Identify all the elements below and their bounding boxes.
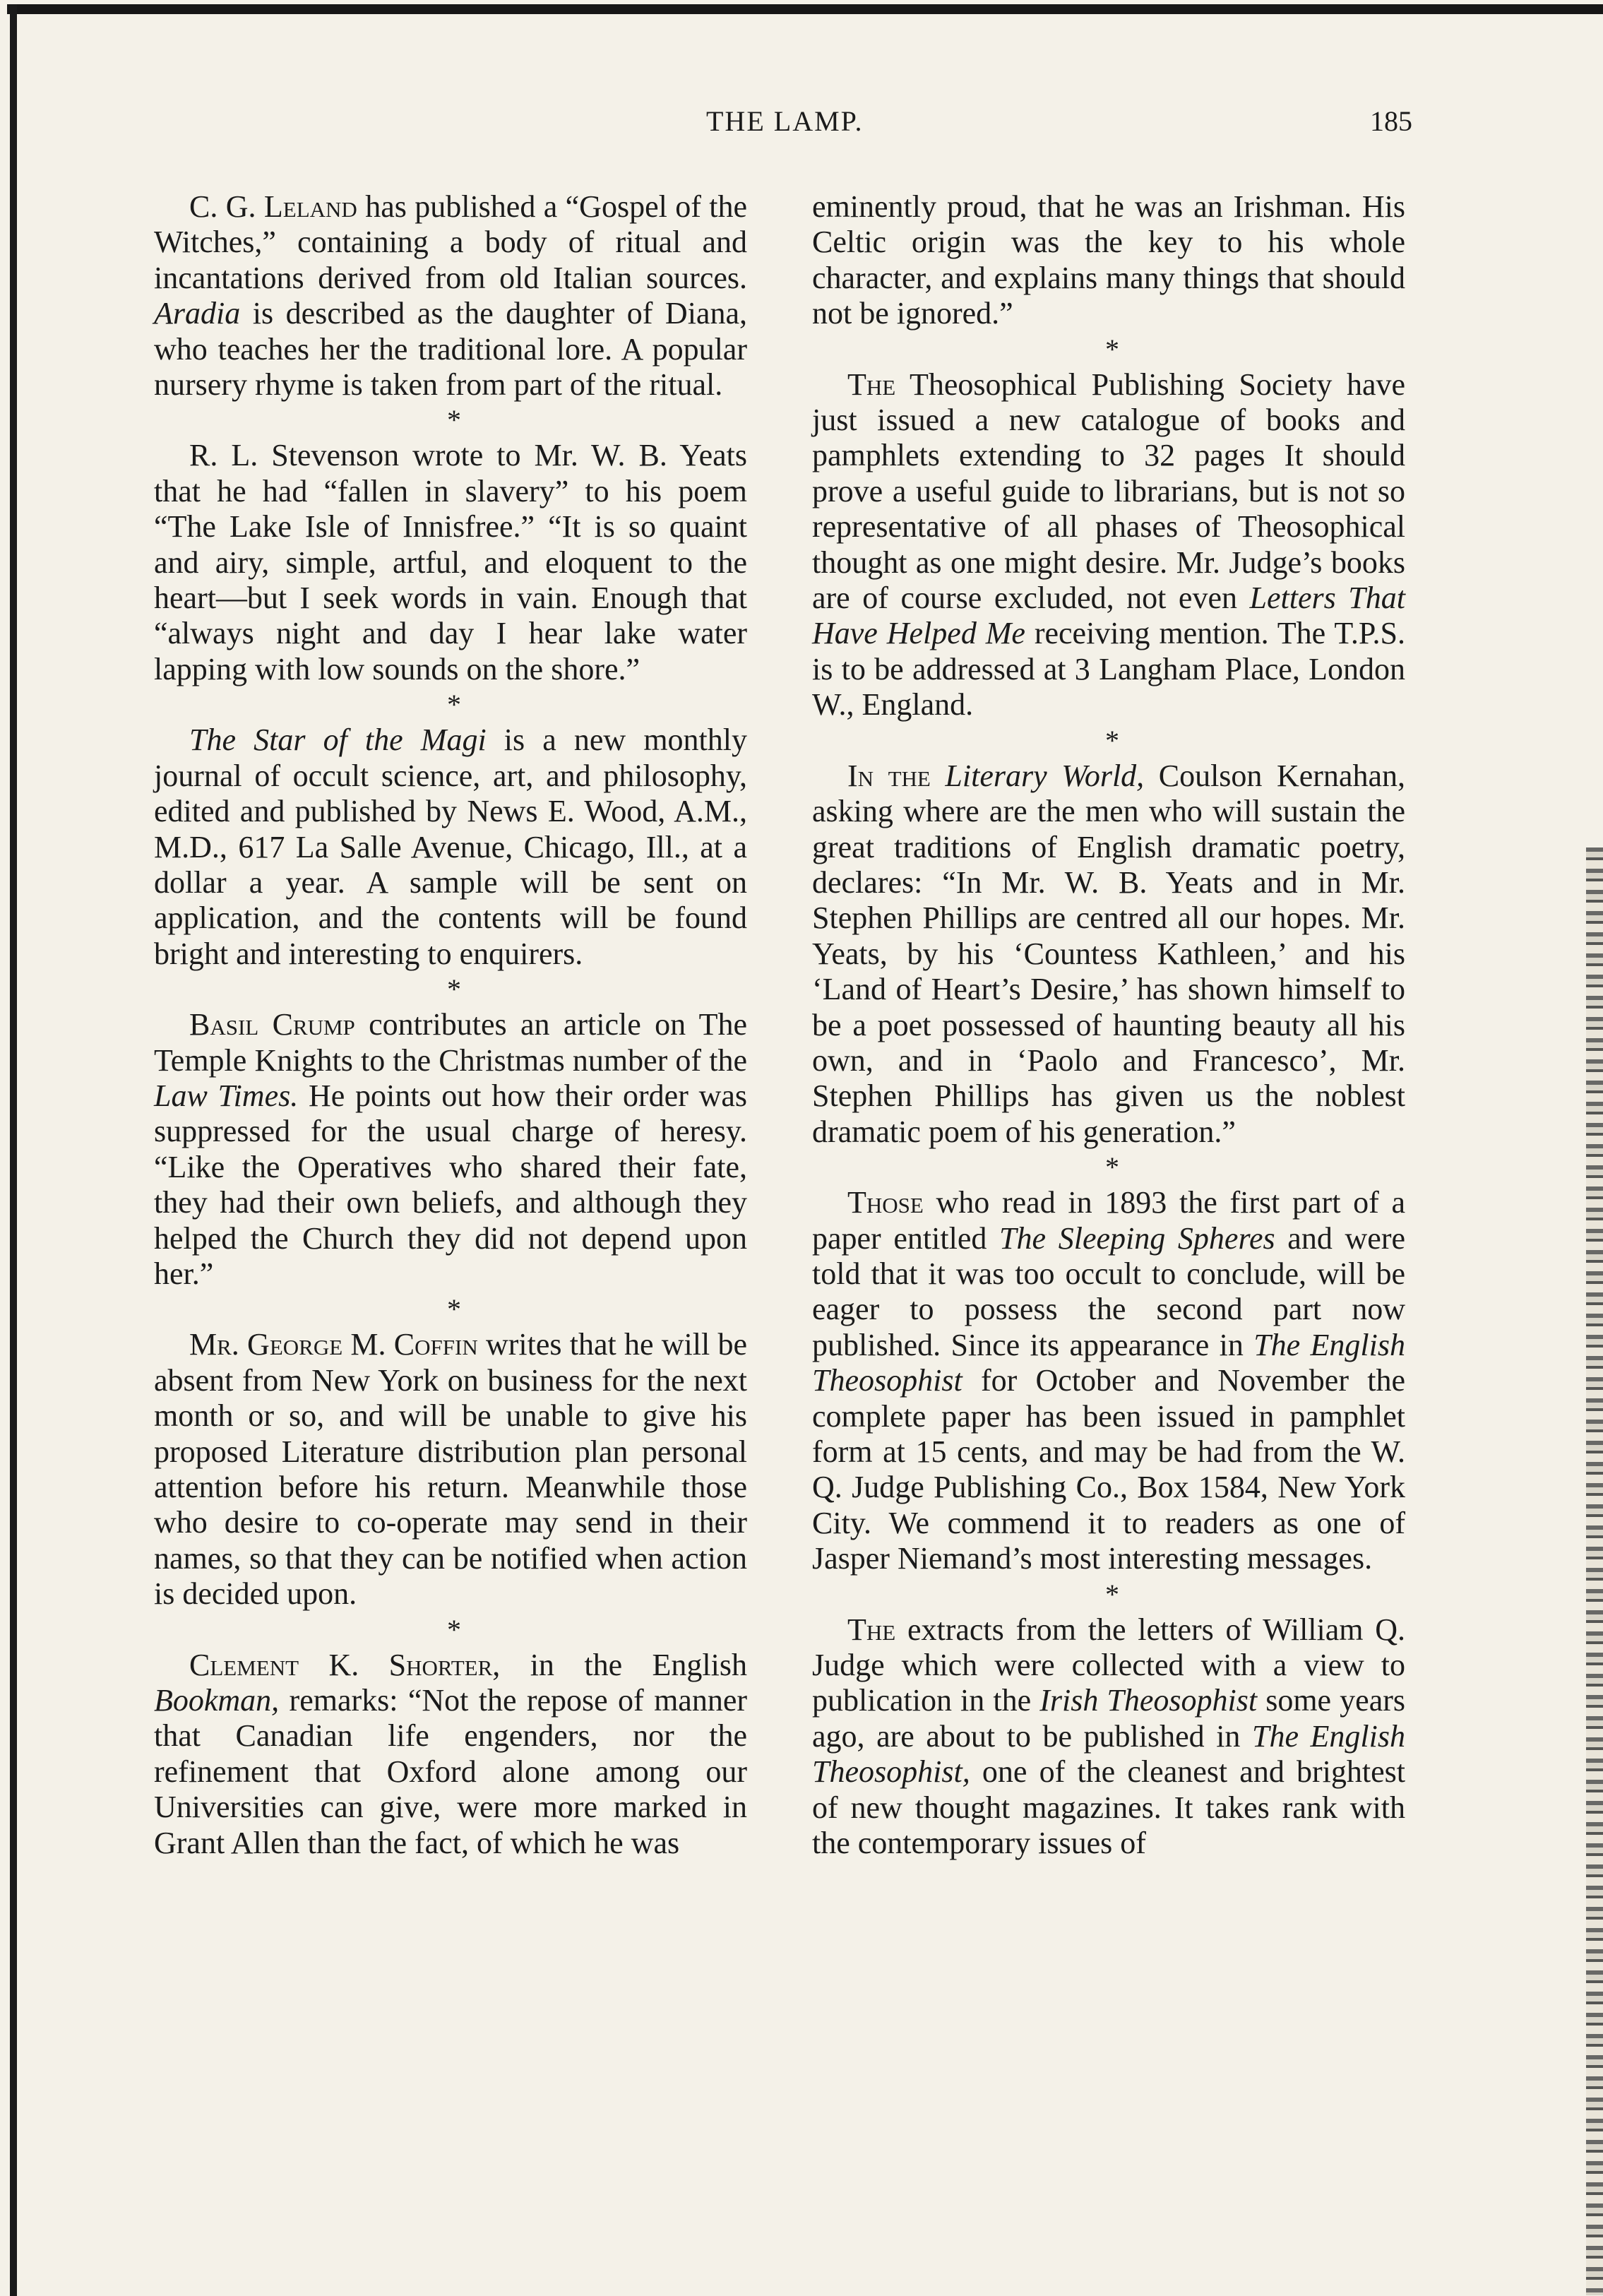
text-run: extracts from the letters of William Q. Judge which were collected with a view to publication in the — [812, 1612, 1405, 1718]
text-run — [931, 759, 946, 793]
paragraph-shorter — [154, 1648, 747, 1861]
lead-in: Basil Crump — [189, 1007, 355, 1042]
paragraph-star-of-the-magi — [154, 722, 747, 972]
separator-asterisk: * — [447, 973, 461, 1006]
italic-title: Aradia — [154, 296, 241, 331]
text-run: is a new monthly journal of occult science, art, and philosophy, edited and published by News E. Wood, A.M., M.D., 617 La Salle Avenue, Chicago, Ill., at a dollar a year. A sample will be sent on application, and the contents will be found bright and interesting to enquirers. — [154, 722, 747, 971]
lead-in: C. G. Leland — [189, 189, 357, 224]
text-run: some years ago, are about to be published in — [812, 1683, 1405, 1754]
separator-asterisk: * — [447, 404, 461, 436]
text-run: one of the cleanest and brightest of new thought magazines. It takes rank with the contemporary issues of — [812, 1754, 1405, 1861]
text-run: receiving mention. The T.P.S. is to be addressed at 3 Langham Place, London W., England. — [812, 616, 1405, 722]
lead-in: Mr. George M. Coffin — [189, 1327, 478, 1362]
text-run: has published a “Gospel of the Witches,” containing a body of ritual and incantations derived from old Italian sources. — [154, 189, 747, 295]
italic-title: Bookman, — [154, 1683, 280, 1718]
italic-title: The Sleeping Spheres — [999, 1220, 1275, 1256]
italic-title: Literary World, — [945, 758, 1145, 793]
text-run: Theosophical Publishing Society have just issued a new catalogue of books and pamphlets extending to 32 pages It should prove a useful guide to librarians, but is not so representative of all phases of Theosophical thought as one might desire. Mr. Judge’s books are of course excluded, not even — [812, 367, 1405, 616]
left-border-rule — [10, 4, 17, 2296]
text-run: , in the English — [492, 1647, 747, 1682]
text-run: Coulson Kernahan, asking where are the men who will sustain the great traditions of English dramatic poetry, declares: “In Mr. W. B. Yeats and in Mr. Stephen Phillips are centred all our hopes. Mr. Yeats, by his ‘Countess Kathleen,’ and his ‘Land of Heart’s Desire,’ has shown himself to be a poet possessed of haunting beauty all his own, and in ‘Paolo and Francesco’, Mr. Stephen Phillips has given us the noblest dramatic poem of his generation.” — [812, 758, 1405, 1149]
right-column — [812, 189, 1405, 1861]
paragraph-judge-letters — [812, 1612, 1405, 1862]
italic-title: The English Theosophist — [812, 1327, 1405, 1398]
left-column — [154, 189, 747, 1861]
paragraph-sleeping-spheres — [812, 1185, 1405, 1576]
text-run: writes that he will be absent from New York on business for the next month or so, and will be unable to give his proposed Literature distribution plan personal attention before his return. Meanwhile those who desire to co-operate may send in their names, so that they can be notified when action is decided upon. — [154, 1327, 748, 1612]
lead-in: The — [847, 367, 896, 402]
lead-in: Clement K. Shorter — [189, 1647, 493, 1682]
paragraph-leland — [154, 189, 747, 403]
italic-title: Law Times. — [154, 1078, 299, 1113]
text-run: who read in 1893 the first part of a paper entitled — [812, 1185, 1405, 1256]
text-run: is described as the daughter of Diana, who teaches her the traditional lore. A popular nursery rhyme is taken from part of the ritual. — [154, 296, 747, 403]
text-run: eminently proud, that he was an Irishman. His Celtic origin was the key to his whole character, and explains many things that should not be ignored.” — [812, 189, 1405, 331]
separator-asterisk: * — [447, 1293, 461, 1326]
separator-asterisk: * — [1105, 1578, 1119, 1610]
italic-title: Irish Theosophist — [1039, 1683, 1258, 1718]
paragraph-literary-world — [812, 759, 1405, 1150]
italic-title: The Star of the Magi — [189, 722, 487, 758]
text-run: and were told that it was too occult to conclude, will be eager to possess the second part now published. Since its appearance in — [812, 1220, 1405, 1362]
separator-asterisk: * — [1105, 1151, 1119, 1184]
italic-title: Letters That Have Helped Me — [812, 581, 1406, 651]
top-border-rule — [7, 4, 1603, 14]
text-run: remarks: “Not the repose of manner that Canadian life engenders, nor the refinement that Oxford alone among our Universities can give, were more marked in Grant Allen than the fact, of which he was — [154, 1683, 747, 1860]
page-number: 185 — [1370, 105, 1412, 137]
text-run: for October and November the complete paper has been issued in pamphlet form at 15 cents, and may be had from the W. Q. Judge Publishing Co., Box 1584, New York City. We commend it to readers as one of Jasper Niemand’s most interesting messages. — [812, 1363, 1405, 1576]
lead-in: The — [847, 1612, 896, 1647]
paragraph-coffin — [154, 1327, 747, 1612]
paragraph-tps-catalogue — [812, 367, 1405, 723]
page-edge-shadow — [1586, 847, 1603, 2295]
paragraph-stevenson — [154, 438, 747, 687]
paragraph-continuation — [812, 189, 1405, 332]
paragraph-crump — [154, 1007, 747, 1292]
separator-asterisk: * — [1105, 724, 1119, 756]
italic-title: The English Theosophist, — [812, 1718, 1405, 1790]
text-run: contributes an article on The Temple Knights to the Christmas number of the — [154, 1007, 748, 1078]
separator-asterisk: * — [1105, 333, 1119, 365]
running-title: THE LAMP. — [706, 105, 864, 137]
text-run: R. L. Stevenson wrote to Mr. W. B. Yeats that he had “fallen in slavery” to his poem “The Lake Isle of Innisfree.” “It is so quaint and airy, simple, artful, and eloquent to the heart—but I seek words in vain. Enough that “always night and day I hear lake water lapping with low sounds on the shore.” — [154, 438, 747, 686]
lead-in: Those — [847, 1185, 924, 1220]
running-header — [0, 105, 1603, 147]
text-run: He points out how their order was suppressed for the usual charge of heresy. “Like the Operatives who shared their fate, they had their own beliefs, and although they helped the Church they did not depend upon her.” — [154, 1078, 747, 1291]
lead-in: In the — [847, 758, 931, 793]
separator-asterisk: * — [447, 689, 461, 721]
separator-asterisk: * — [447, 1613, 461, 1646]
